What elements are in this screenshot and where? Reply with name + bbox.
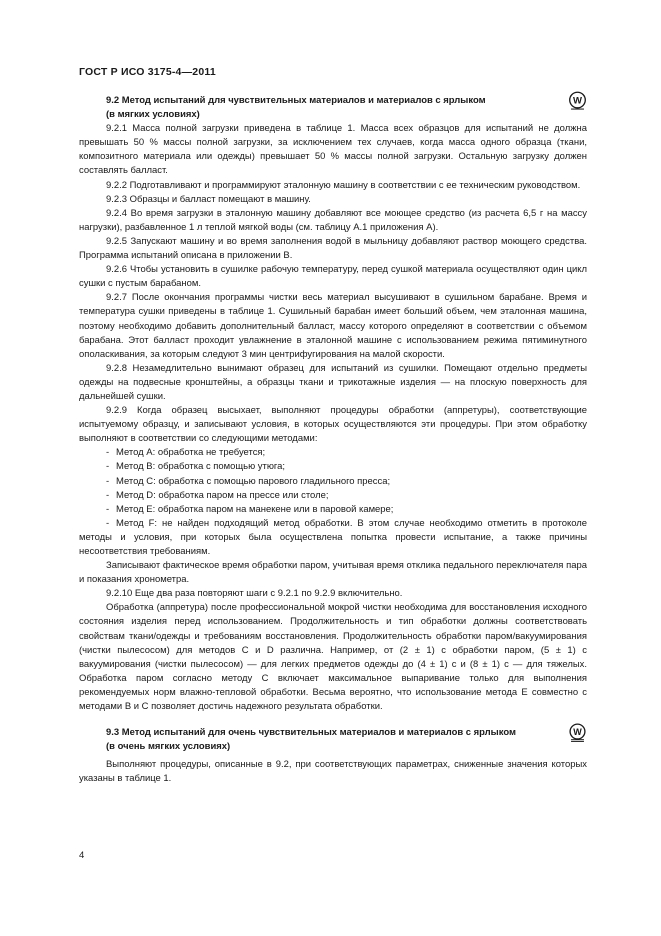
method-list-item: - Метод С: обработка с помощью парового гладильного пресса;: [106, 475, 391, 487]
section-9-2-title: 9.2 Метод испытаний для чувствительных материалов и материалов с ярлыком: [106, 95, 486, 106]
method-a: Метод А: обработка не требуется;: [116, 447, 266, 459]
method-e: Метод Е: обработка паром на манекене или в паровой камере;: [116, 503, 394, 515]
method-c: Метод С: обработка с помощью парового гладильного пресса;: [116, 475, 391, 487]
clause-9-2-2: 9.2.2 Подготавливают и программируют эталонную машину в соответствии с ее техническим руководством.: [106, 179, 581, 191]
method-list-item: - Метод А: обработка не требуется;: [106, 447, 266, 459]
wet-cleaning-very-gentle-icon: [568, 723, 587, 742]
page-number: 4: [79, 850, 85, 861]
clause-9-2-5: 9.2.5 Запускают машину и во время заполнения водой в мыльницу добавляют раствор моющего средства. Программа испытаний описана в приложении В.: [79, 235, 587, 262]
clause-9-2-6: 9.2.6 Чтобы установить в сушилке рабочую температуру, перед сушкой материала осуществляют один цикл сушки с пустым барабаном.: [79, 264, 587, 290]
method-f-note: - Метод F: не найден подходящий метод обработки. В этом случае необходимо отметить в протоколе методы и условия, при которых была осуществлена попытка провести испытание, а также причины несоответствия требованиям.: [79, 517, 587, 557]
care-symbol-letter: W: [573, 95, 582, 107]
standard-header: ГОСТ Р ИСО 3175-4—2011: [79, 66, 216, 78]
method-list-item: - Метод Е: обработка паром на манекене или в паровой камере;: [106, 503, 394, 515]
section-9-2-subtitle: (в мягких условиях): [106, 109, 200, 121]
clause-9-2-7: 9.2.7 После окончания программы чистки весь материал высушивают в сушильном барабане. Время и температура сушки приведены в таблице 1. Сушильный барабан имеет больший объем, чем эталонная машина, поэтому необходимо добавить дополнительный балласт, массу которого определяют в соответствии с объемом барабана. Этот балласт проходит увлажнение в эталонной машине с использованием режима пятиминутного ополаскивания, за которым следуют 3 мин центрифугирования на малой скорости.: [79, 292, 587, 360]
section-9-3-title: 9.3 Метод испытаний для очень чувствительных материалов и материалов с ярлыком: [106, 727, 516, 739]
method-list-item: - Метод В: обработка с помощью утюга;: [106, 461, 285, 473]
clause-9-2-1: 9.2.1 Масса полной загрузки приведена в таблице 1. Масса всех образцов для испытаний не должна превышать 50 % массы полной загрузки, за исключением тех случаев, когда масса одного образца (ткани, композитного материала или одежды) превышает 50 % массы полной загрузки. Остальную загрузку должен составлять балласт.: [79, 123, 587, 177]
care-symbol-letter: W: [573, 727, 582, 738]
document-body: [79, 93, 587, 787]
method-d: Метод D: обработка паром на прессе или столе;: [116, 489, 329, 501]
method-list-item: - Метод D: обработка паром на прессе или столе;: [106, 489, 329, 501]
section-9-3-subtitle: (в очень мягких условиях): [106, 741, 231, 753]
steam-time-note: Записывают фактическое время обработки паром, учитывая время отклика педального переключателя пара и показания хронометра.: [79, 560, 587, 586]
section-9-3-text: Выполняют процедуры, описанные в 9.2, при соответствующих параметрах, сниженные значения которых указаны в таблице 1.: [79, 759, 587, 785]
clause-9-2-4: 9.2.4 Во время загрузки в эталонную машину добавляют все моющее средство (из расчета 6,5 г на массу нагрузки), разбавленное 1 л теплой мягкой воды (см. таблицу А.1 приложения А).: [79, 207, 587, 233]
clause-9-2-10: 9.2.10 Еще два раза повторяют шаги с 9.2.1 по 9.2.9 включительно.: [106, 588, 403, 600]
wet-cleaning-gentle-icon: [568, 91, 587, 110]
section-9-2-heading: [106, 94, 587, 122]
clause-9-2-3: 9.2.3 Образцы и балласт помещают в машину.: [106, 193, 311, 205]
clause-9-2-9: 9.2.9 Когда образец высыхает, выполняют процедуры обработки (аппретуры), соответствующие испытуемому образцу, и записывают условия, в которых осуществляются эти процедуры. При этом обработку выполняют в соответствии со следующими методами:: [79, 405, 587, 445]
section-9-3-heading: [106, 726, 587, 754]
clause-9-2-8: 9.2.8 Незамедлительно вынимают образец для испытаний из сушилки. Помещают отдельно предметы одежды на подвесные кронштейны, а образцы ткани и трикотажные изделия — на плоскую поверхность для дальнейшей сушки.: [79, 362, 587, 402]
method-b: Метод В: обработка с помощью утюга;: [116, 461, 285, 473]
finishing-note: Обработка (аппретура) после профессиональной мокрой чистки необходима для восстановления исходного состояния изделия перед использованием. Продолжительность и тип обработки должны соответствовать свойствам ткани/одежды и требованиям восстановления. Продолжительность обработки паром/вакуумирования (чистки пылесосом) для методов С и D различна. Например, от (2 ± 1) с обработки паром, (5 ± 1) с вакуумирования (чистки пылесосом) — для легких предметов одежды до (4 ± 1) с и (8 ± 1) с — для тяжелых. Обработка паром согласно методу С включает максимальное выпаривание только для выполнения рекомендуемых норм влажно-тепловой обработки. Весьма вероятно, что использование метода Е совместно с методами В и С позволяет достичь надежного результата обработки.: [79, 602, 587, 713]
